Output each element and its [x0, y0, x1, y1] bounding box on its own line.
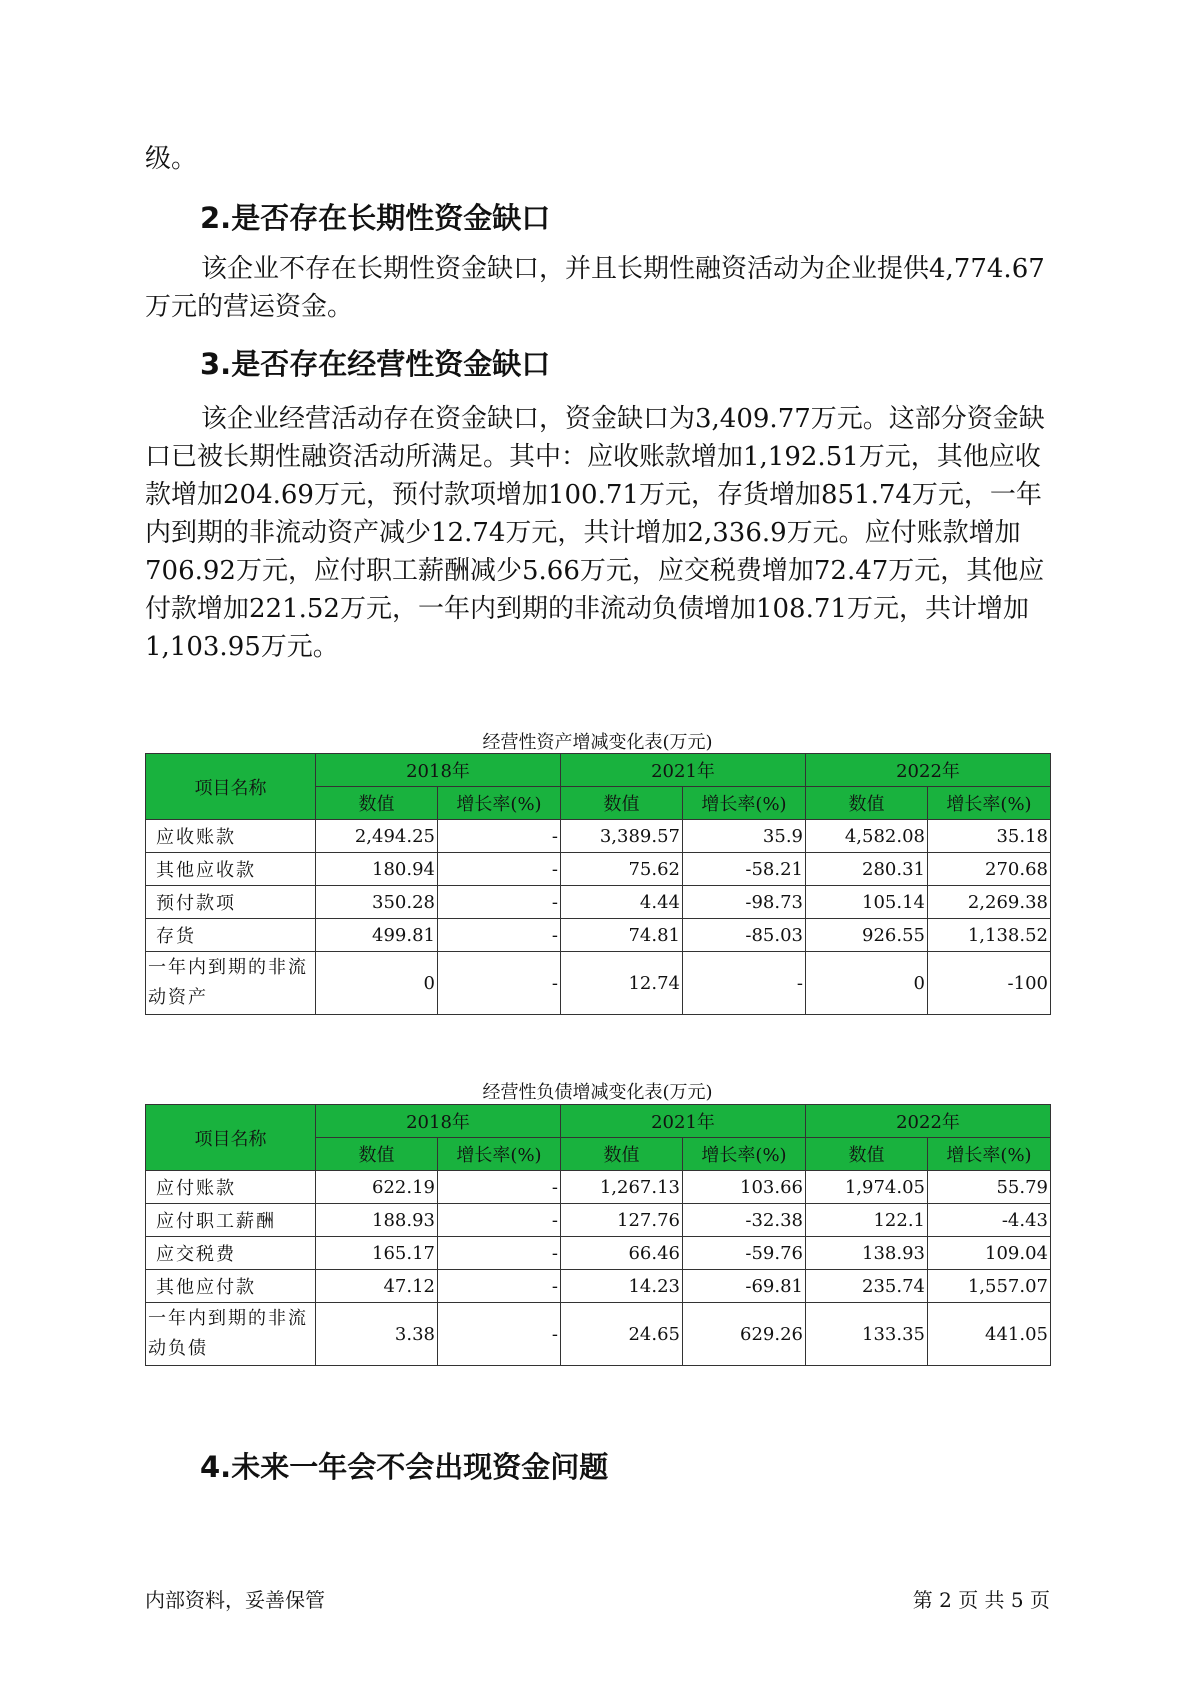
- growth-rate-subheader: 增长率(%): [928, 787, 1051, 820]
- section-3-heading: 3.是否存在经营性资金缺口: [200, 347, 551, 381]
- table-cell: 122.1: [806, 1204, 928, 1237]
- year-header: 2018年: [316, 754, 561, 787]
- row-label: 存货: [146, 919, 316, 952]
- table-cell: -: [438, 886, 561, 919]
- table-cell: -58.21: [683, 853, 806, 886]
- table-cell: -: [438, 952, 561, 1015]
- table-cell: 133.35: [806, 1303, 928, 1366]
- table-cell: 35.18: [928, 820, 1051, 853]
- table-cell: -32.38: [683, 1204, 806, 1237]
- section-3-body: 该企业经营活动存在资金缺口，资金缺口为3,409.77万元。这部分资金缺口已被长期性融资活动所满足。其中：应收账款增加1,192.51万元，其他应收款增加204.69万元，预付款项增加100.71万元，存货增加851.74万元，一年内到期的非流动资产减少12.74万元，共计增加2,336.9万元。应付账款增加706.92万元，应付职工薪酬减少5.66万元，应交税费增加72.47万元，其他应付款增加221.52万元，一年内到期的非流动负债增加108.71万元，共计增加1,103.95万元。: [145, 404, 1045, 662]
- table-row: [146, 952, 1051, 1015]
- table-cell: 47.12: [316, 1270, 438, 1303]
- growth-rate-subheader: 增长率(%): [438, 787, 561, 820]
- table-cell: -100: [928, 952, 1051, 1015]
- table-cell: 1,557.07: [928, 1270, 1051, 1303]
- year-header: 2022年: [806, 754, 1051, 787]
- year-header: 2021年: [561, 1105, 806, 1138]
- row-label: 应付账款: [146, 1171, 316, 1204]
- table-cell: 55.79: [928, 1171, 1051, 1204]
- table-cell: 35.9: [683, 820, 806, 853]
- table-row: [146, 886, 1051, 919]
- table-cell: 127.76: [561, 1204, 683, 1237]
- growth-rate-subheader: 增长率(%): [928, 1138, 1051, 1171]
- table-cell: 2,494.25: [316, 820, 438, 853]
- table-cell: 66.46: [561, 1237, 683, 1270]
- table-cell: -85.03: [683, 919, 806, 952]
- section-4-heading: 4.未来一年会不会出现资金问题: [200, 1450, 609, 1484]
- table-cell: -: [438, 820, 561, 853]
- table-cell: 270.68: [928, 853, 1051, 886]
- table-cell: 3.38: [316, 1303, 438, 1366]
- row-label: 一年内到期的非流动资产: [146, 952, 316, 1015]
- year-header: 2018年: [316, 1105, 561, 1138]
- table-cell: 629.26: [683, 1303, 806, 1366]
- liability-table-caption: 经营性负债增减变化表(万元): [482, 1082, 713, 1103]
- table-cell: 105.14: [806, 886, 928, 919]
- table-cell: 1,974.05: [806, 1171, 928, 1204]
- row-label: 其他应付款: [146, 1270, 316, 1303]
- table-cell: 165.17: [316, 1237, 438, 1270]
- table-cell: -: [438, 853, 561, 886]
- table-cell: 0: [806, 952, 928, 1015]
- table-cell: 622.19: [316, 1171, 438, 1204]
- table-row: [146, 1270, 1051, 1303]
- table-cell: 4,582.08: [806, 820, 928, 853]
- table-cell: 24.65: [561, 1303, 683, 1366]
- item-name-header: 项目名称: [146, 1105, 316, 1171]
- row-label: 应交税费: [146, 1237, 316, 1270]
- table-row: [146, 820, 1051, 853]
- table-cell: 138.93: [806, 1237, 928, 1270]
- table-row: [146, 919, 1051, 952]
- table-cell: 14.23: [561, 1270, 683, 1303]
- value-subheader: 数值: [806, 1138, 928, 1171]
- year-header: 2021年: [561, 754, 806, 787]
- table-cell: -: [438, 1270, 561, 1303]
- row-label: 应付职工薪酬: [146, 1204, 316, 1237]
- table-cell: 2,269.38: [928, 886, 1051, 919]
- table-row: [146, 1303, 1051, 1366]
- table-cell: 103.66: [683, 1171, 806, 1204]
- table-cell: -: [438, 919, 561, 952]
- table-row: [146, 1237, 1051, 1270]
- item-name-header: 项目名称: [146, 754, 316, 820]
- table-cell: -69.81: [683, 1270, 806, 1303]
- table-cell: 4.44: [561, 886, 683, 919]
- section-2-body: 该企业不存在长期性资金缺口，并且长期性融资活动为企业提供4,774.67万元的营运资金。: [145, 254, 1045, 322]
- footer-page-number: 第 2 页 共 5 页: [912, 1588, 1050, 1612]
- section-2-heading: 2.是否存在长期性资金缺口: [200, 201, 551, 235]
- growth-rate-subheader: 增长率(%): [683, 1138, 806, 1171]
- table-cell: 12.74: [561, 952, 683, 1015]
- value-subheader: 数值: [561, 1138, 683, 1171]
- table-cell: -: [438, 1171, 561, 1204]
- growth-rate-subheader: 增长率(%): [683, 787, 806, 820]
- year-header: 2022年: [806, 1105, 1051, 1138]
- table-cell: 0: [316, 952, 438, 1015]
- previous-paragraph-tail: 级。: [145, 144, 198, 174]
- table-cell: 280.31: [806, 853, 928, 886]
- table-cell: 74.81: [561, 919, 683, 952]
- table-cell: -98.73: [683, 886, 806, 919]
- footer-confidential-note: 内部资料，妥善保管: [145, 1588, 325, 1612]
- row-label: 应收账款: [146, 820, 316, 853]
- row-label: 一年内到期的非流动负债: [146, 1303, 316, 1366]
- growth-rate-subheader: 增长率(%): [438, 1138, 561, 1171]
- table-row: [146, 1171, 1051, 1204]
- table-cell: -: [438, 1204, 561, 1237]
- row-label: 预付款项: [146, 886, 316, 919]
- table-cell: -: [438, 1303, 561, 1366]
- table-cell: 188.93: [316, 1204, 438, 1237]
- value-subheader: 数值: [561, 787, 683, 820]
- table-row: [146, 853, 1051, 886]
- table-cell: 109.04: [928, 1237, 1051, 1270]
- table-cell: 75.62: [561, 853, 683, 886]
- table-cell: 1,138.52: [928, 919, 1051, 952]
- value-subheader: 数值: [316, 787, 438, 820]
- table-cell: 235.74: [806, 1270, 928, 1303]
- table-cell: -4.43: [928, 1204, 1051, 1237]
- table-cell: -: [683, 952, 806, 1015]
- table-row: [146, 1204, 1051, 1237]
- table-cell: -: [438, 1237, 561, 1270]
- value-subheader: 数值: [806, 787, 928, 820]
- asset-change-table: [145, 753, 1051, 1015]
- table-cell: -59.76: [683, 1237, 806, 1270]
- table-cell: 350.28: [316, 886, 438, 919]
- table-cell: 441.05: [928, 1303, 1051, 1366]
- table-cell: 499.81: [316, 919, 438, 952]
- value-subheader: 数值: [316, 1138, 438, 1171]
- asset-table-caption: 经营性资产增减变化表(万元): [482, 732, 713, 753]
- liability-change-table: [145, 1104, 1051, 1366]
- table-cell: 926.55: [806, 919, 928, 952]
- table-cell: 3,389.57: [561, 820, 683, 853]
- table-cell: 1,267.13: [561, 1171, 683, 1204]
- table-cell: 180.94: [316, 853, 438, 886]
- row-label: 其他应收款: [146, 853, 316, 886]
